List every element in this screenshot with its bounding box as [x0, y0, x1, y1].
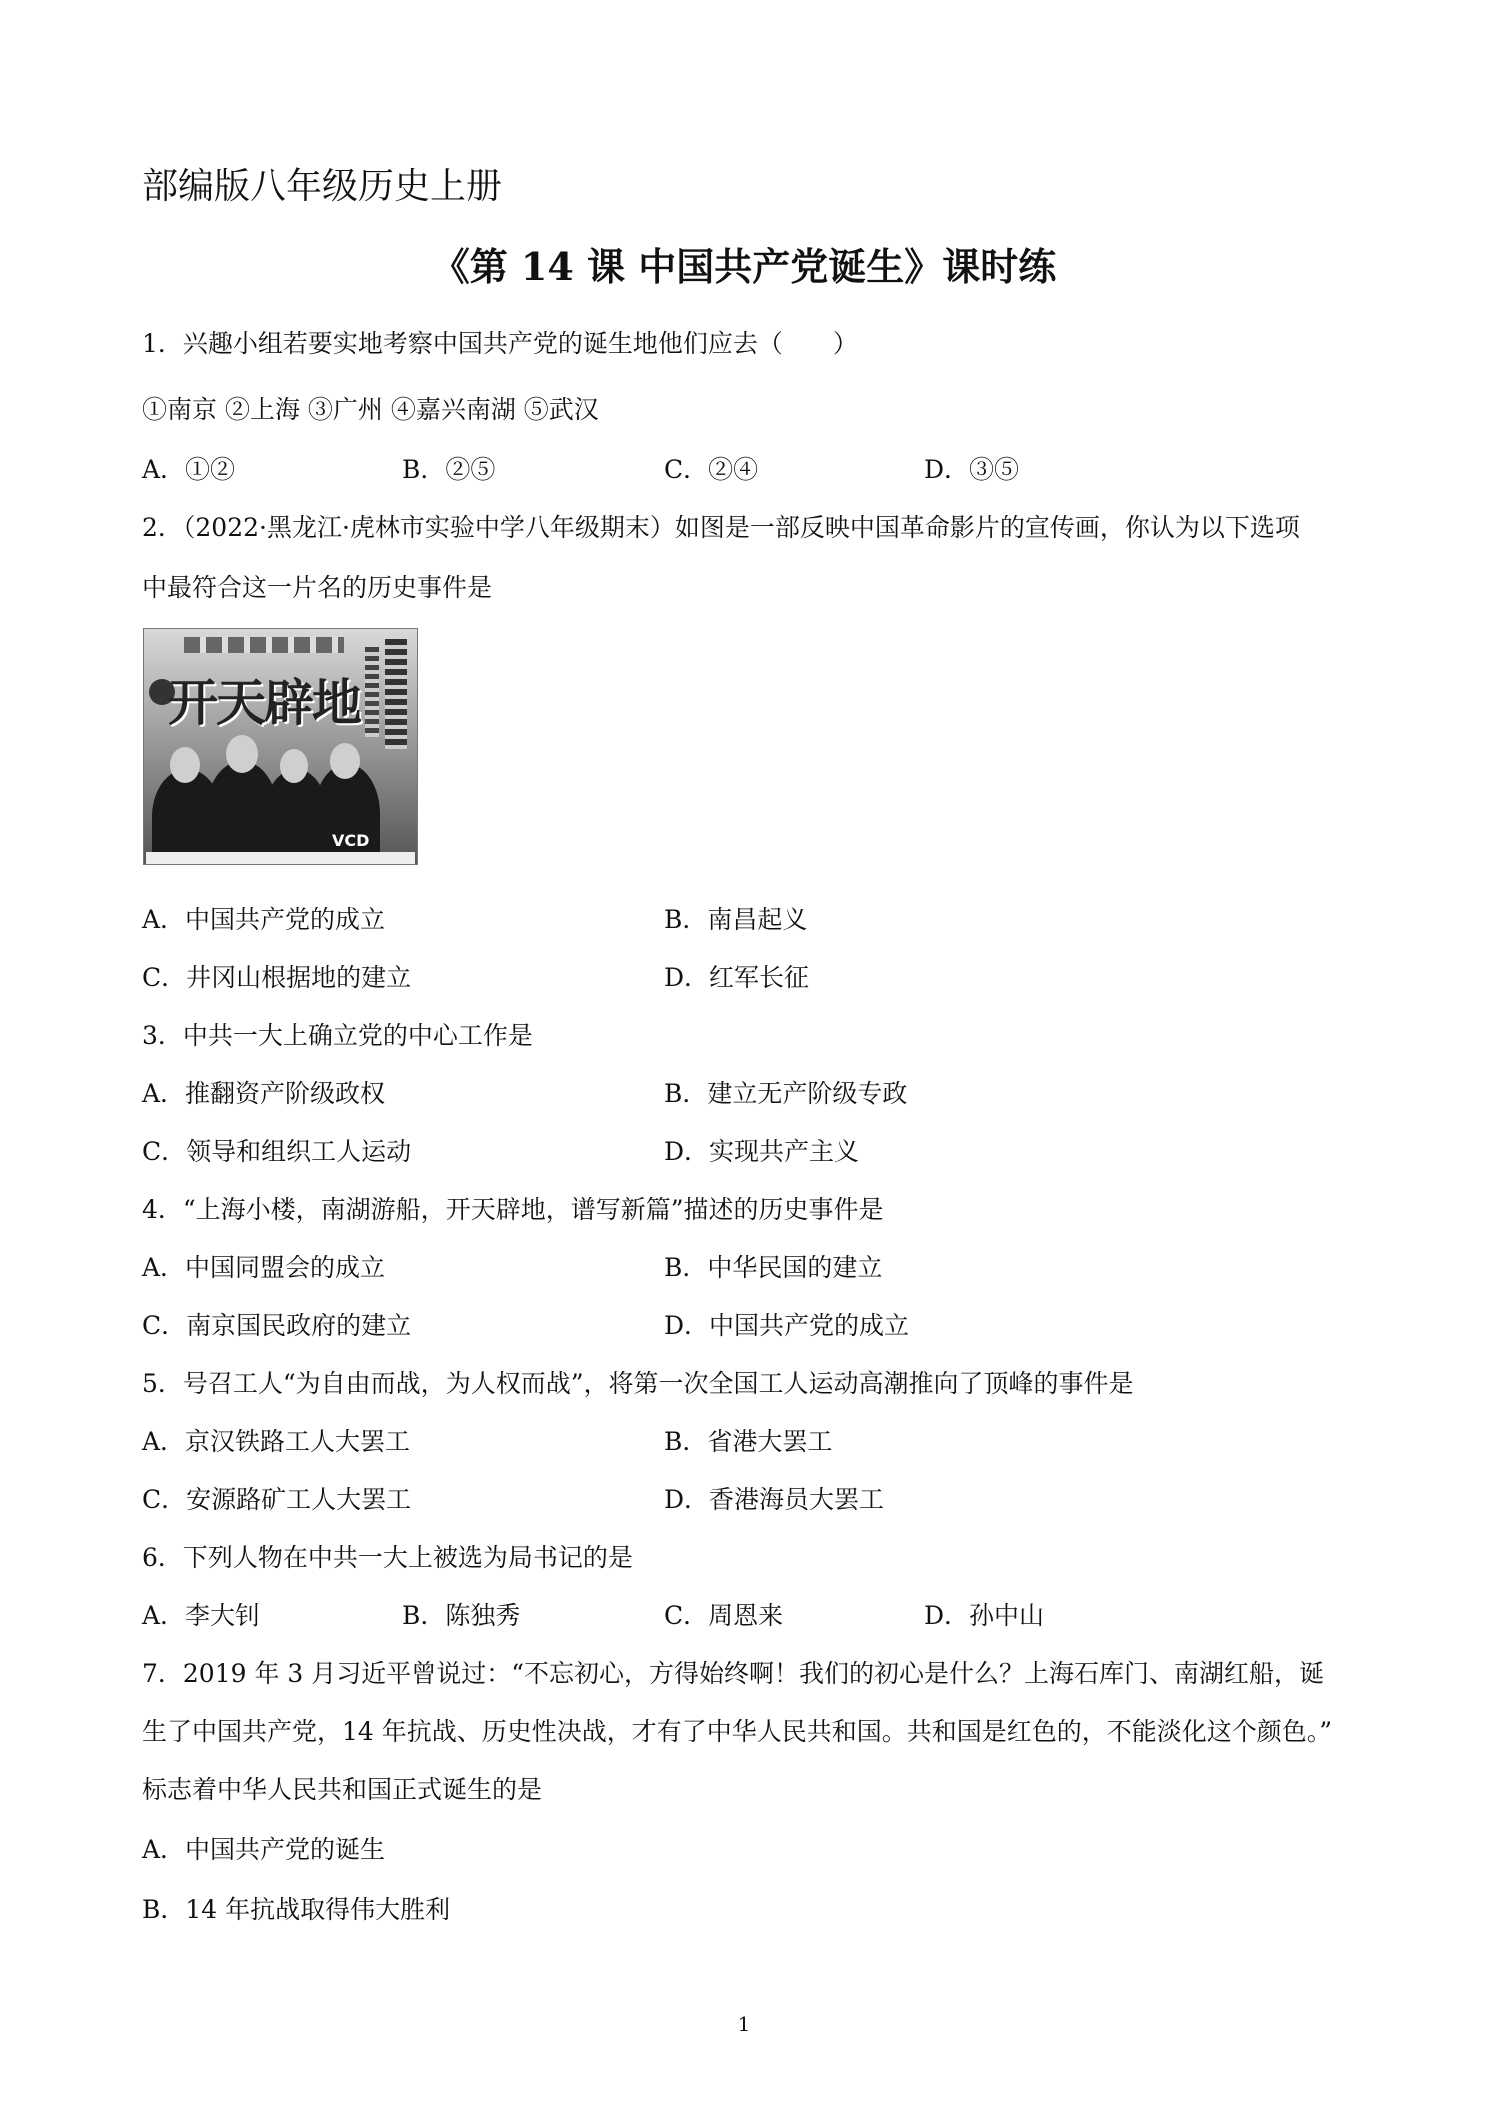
- poster-face: [226, 735, 258, 773]
- question-2-option-a: A．中国共产党的成立: [142, 905, 386, 934]
- question-1-option-c: C．②④: [664, 455, 759, 484]
- poster-banner: [184, 637, 344, 653]
- poster-side-text: [385, 639, 407, 749]
- question-2-option-d: D．红军长征: [664, 963, 810, 992]
- question-4-option-b: B．中华民国的建立: [664, 1253, 883, 1282]
- question-4-option-c: C．南京国民政府的建立: [142, 1311, 412, 1340]
- question-7-option-a: A．中国共产党的诞生: [142, 1835, 386, 1864]
- poster-vcd-mark: VCD: [332, 831, 370, 850]
- poster-face: [330, 743, 360, 779]
- question-6-option-c: C．周恩来: [664, 1601, 784, 1630]
- question-5-option-b: B．省港大罢工: [664, 1427, 833, 1456]
- question-2-stem-line-2: 中最符合这一片名的历史事件是: [142, 573, 493, 602]
- question-6-option-a: A．李大钊: [142, 1601, 261, 1630]
- question-4-option-a: A．中国同盟会的成立: [142, 1253, 386, 1282]
- question-1-option-b: B．②⑤: [402, 455, 496, 484]
- question-6-option-d: D．孙中山: [924, 1601, 1045, 1630]
- document-header: 部编版八年级历史上册: [142, 166, 503, 207]
- question-3-option-c: C．领导和组织工人运动: [142, 1137, 412, 1166]
- poster-face: [170, 747, 200, 783]
- question-5-stem: 5．号召工人“为自由而战，为人权而战”，将第一次全国工人运动高潮推向了顶峰的事件是: [142, 1369, 1134, 1398]
- question-7-stem-line-1: 7．2019 年 3 月习近平曾说过：“不忘初心，方得始终啊！我们的初心是什么？上海石库门、南湖红船，诞: [142, 1659, 1325, 1688]
- document-title: 《第 14 课 中国共产党诞生》课时练: [431, 244, 1057, 289]
- question-1-stem: 1．兴趣小组若要实地考察中国共产党的诞生地他们应去（ ）: [142, 329, 858, 358]
- question-5-option-d: D．香港海员大罢工: [664, 1485, 885, 1514]
- question-2-option-b: B．南昌起义: [664, 905, 808, 934]
- question-6-option-b: B．陈独秀: [402, 1601, 521, 1630]
- question-3-option-d: D．实现共产主义: [664, 1137, 860, 1166]
- poster-side-text-2: [365, 647, 379, 737]
- question-5-option-c: C．安源路矿工人大罢工: [142, 1485, 412, 1514]
- question-7-stem-line-2: 生了中国共产党，14 年抗战、历史性决战，才有了中华人民共和国。共和国是红色的，不能淡化这个颜色。”: [142, 1717, 1333, 1746]
- page-number: 1: [737, 2012, 751, 2036]
- question-4-stem: 4．“上海小楼，南湖游船，开天辟地，谱写新篇”描述的历史事件是: [142, 1195, 884, 1224]
- question-6-stem: 6．下列人物在中共一大上被选为局书记的是: [142, 1543, 633, 1572]
- question-2-option-c: C．井冈山根据地的建立: [142, 963, 412, 992]
- question-1-option-d: D．③⑤: [924, 455, 1020, 484]
- poster-face: [280, 749, 308, 783]
- movie-poster-image: [143, 628, 418, 865]
- question-1-items: ①南京 ②上海 ③广州 ④嘉兴南湖 ⑤武汉: [142, 395, 599, 424]
- question-1-option-a: A．①②: [142, 455, 236, 484]
- question-5-option-a: A．京汉铁路工人大罢工: [142, 1427, 411, 1456]
- question-4-option-d: D．中国共产党的成立: [664, 1311, 910, 1340]
- poster-caption-strip: [146, 852, 415, 864]
- question-7-option-b: B．14 年抗战取得伟大胜利: [142, 1895, 451, 1924]
- question-3-option-b: B．建立无产阶级专政: [664, 1079, 908, 1108]
- poster-title: 开天辟地: [168, 674, 360, 732]
- question-7-stem-line-3: 标志着中华人民共和国正式诞生的是: [142, 1775, 543, 1804]
- question-3-option-a: A．推翻资产阶级政权: [142, 1079, 386, 1108]
- question-3-stem: 3．中共一大上确立党的中心工作是: [142, 1021, 533, 1050]
- question-2-stem-line-1: 2．（2022·黑龙江·虎林市实验中学八年级期末）如图是一部反映中国革命影片的宣传画，你认为以下选项: [142, 513, 1300, 542]
